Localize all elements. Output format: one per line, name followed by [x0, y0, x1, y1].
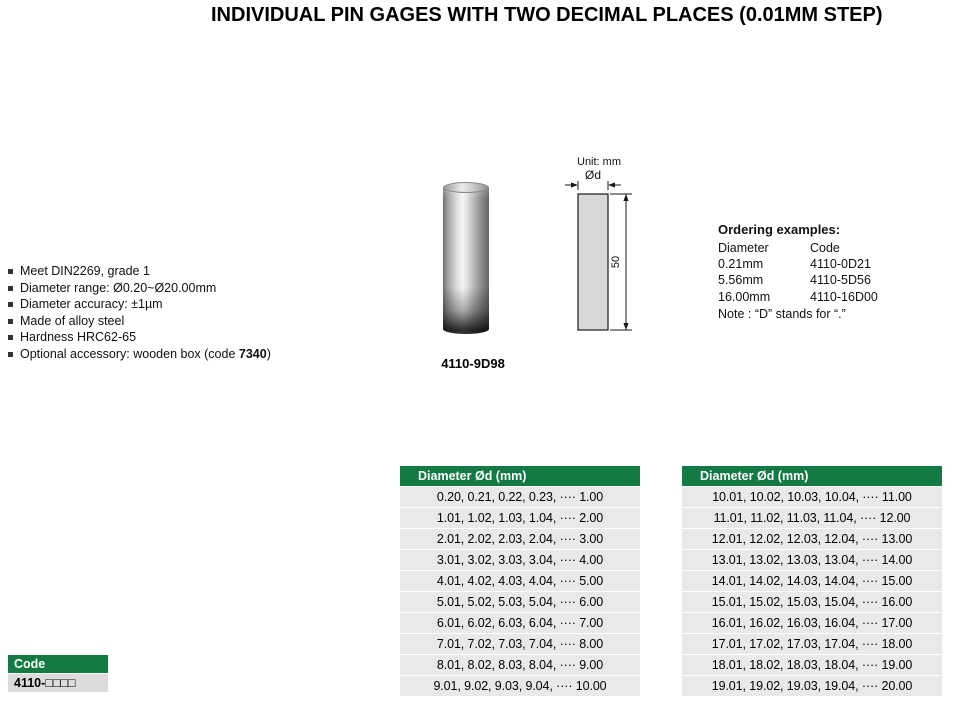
- feature-text: [20, 348, 271, 362]
- diameter-symbol-label: Ød: [584, 168, 602, 182]
- ordering-heading: Ordering examples:: [718, 222, 841, 237]
- feature-item: [8, 265, 271, 279]
- bullet-square-icon: [8, 335, 13, 340]
- pin-top-face: [443, 182, 489, 193]
- bullet-square-icon: [8, 286, 13, 291]
- pin-gage-photo: [443, 182, 489, 334]
- diameter-table-left: [400, 466, 640, 697]
- bullet-square-icon: [8, 269, 13, 274]
- pin-outline-rect: [578, 194, 608, 330]
- feature-item: [8, 315, 271, 329]
- feature-text: Meet DIN2269, grade 1: [20, 264, 150, 278]
- feature-text-prefix: Optional accessory: wooden box (code: [20, 346, 239, 361]
- accessory-code: 7340: [238, 346, 267, 361]
- unit-label: Unit: mm: [577, 156, 621, 168]
- table-row: 5.01, 5.02, 5.03, 5.04, ···· 6.00: [400, 592, 640, 612]
- feature-item: [8, 282, 271, 296]
- table-row: 0.20, 0.21, 0.22, 0.23, ···· 1.00: [400, 487, 640, 507]
- dimension-drawing: [560, 150, 644, 345]
- feature-text: Made of alloy steel: [20, 313, 125, 328]
- bullet-square-icon: [8, 319, 13, 324]
- code-panel-value: 4110-□□□□: [8, 674, 108, 692]
- ordering-code: 4110-5D56: [810, 273, 871, 288]
- ordering-table: [718, 240, 933, 305]
- table-row: 12.01, 12.02, 12.03, 12.04, ···· 13.00: [682, 529, 942, 549]
- ordering-diameter: 0.21mm: [718, 257, 764, 272]
- code-panel: [8, 655, 108, 692]
- feature-text: Diameter accuracy: ±1µm: [20, 297, 163, 311]
- arrowhead-icon: [571, 182, 578, 187]
- table-row: 4.01, 4.02, 4.03, 4.04, ···· 5.00: [400, 571, 640, 591]
- model-number-label: 4110-9D98: [441, 356, 505, 371]
- ordering-note: Note : “D” stands for “.”: [718, 306, 846, 321]
- length-dimension-label: 50: [610, 255, 622, 269]
- bullet-square-icon: [8, 302, 13, 307]
- feature-item: [8, 298, 271, 312]
- arrowhead-icon: [608, 182, 615, 187]
- bullet-square-icon: [8, 352, 13, 357]
- feature-item: [8, 348, 271, 362]
- feature-text: Hardness HRC62-65: [20, 330, 137, 344]
- ordering-code: 4110-0D21: [810, 257, 871, 272]
- ordering-col-diameter: Diameter: [718, 241, 769, 255]
- ordering-col-code: Code: [810, 241, 840, 255]
- table-row: 16.01, 16.02, 16.03, 16.04, ···· 17.00: [682, 613, 942, 633]
- table-header: Diameter Ød (mm): [682, 466, 942, 486]
- features-list: [8, 265, 271, 364]
- table-row: 6.01, 6.02, 6.03, 6.04, ···· 7.00: [400, 613, 640, 633]
- table-header: Diameter Ød (mm): [400, 466, 640, 486]
- table-row: 17.01, 17.02, 17.03, 17.04, ···· 18.00: [682, 634, 942, 654]
- table-row: 3.01, 3.02, 3.03, 3.04, ···· 4.00: [400, 550, 640, 570]
- table-row: 18.01, 18.02, 18.03, 18.04, ···· 19.00: [682, 655, 942, 675]
- feature-text-suffix: ): [266, 346, 271, 361]
- table-row: 15.01, 15.02, 15.03, 15.04, ···· 16.00: [682, 592, 942, 612]
- feature-text: Diameter range: Ø0.20~Ø20.00mm: [20, 280, 217, 295]
- table-row: 14.01, 14.02, 14.03, 14.04, ···· 15.00: [682, 571, 942, 591]
- table-row: 9.01, 9.02, 9.03, 9.04, ···· 10.00: [400, 676, 640, 696]
- table-row: 10.01, 10.02, 10.03, 10.04, ···· 11.00: [682, 487, 942, 507]
- ordering-diameter: 5.56mm: [718, 273, 764, 288]
- code-panel-header: Code: [8, 655, 108, 673]
- table-row: 8.01, 8.02, 8.03, 8.04, ···· 9.00: [400, 655, 640, 675]
- table-row: 2.01, 2.02, 2.03, 2.04, ···· 3.00: [400, 529, 640, 549]
- page-title: INDIVIDUAL PIN GAGES WITH TWO DECIMAL PLACES (0.01MM STEP): [211, 4, 883, 26]
- arrowhead-icon: [623, 194, 628, 201]
- ordering-code: 4110-16D00: [810, 289, 878, 304]
- table-row: 7.01, 7.02, 7.03, 7.04, ···· 8.00: [400, 634, 640, 654]
- table-row: 13.01, 13.02, 13.03, 13.04, ···· 14.00: [682, 550, 942, 570]
- table-row: 19.01, 19.02, 19.03, 19.04, ···· 20.00: [682, 676, 942, 696]
- diameter-table-right: [682, 466, 942, 697]
- table-row: 11.01, 11.02, 11.03, 11.04, ···· 12.00: [682, 508, 942, 528]
- feature-item: [8, 331, 271, 345]
- pin-body: [443, 187, 489, 334]
- ordering-examples: [718, 222, 933, 322]
- ordering-diameter: 16.00mm: [718, 289, 771, 304]
- table-row: 1.01, 1.02, 1.03, 1.04, ···· 2.00: [400, 508, 640, 528]
- arrowhead-icon: [623, 323, 628, 330]
